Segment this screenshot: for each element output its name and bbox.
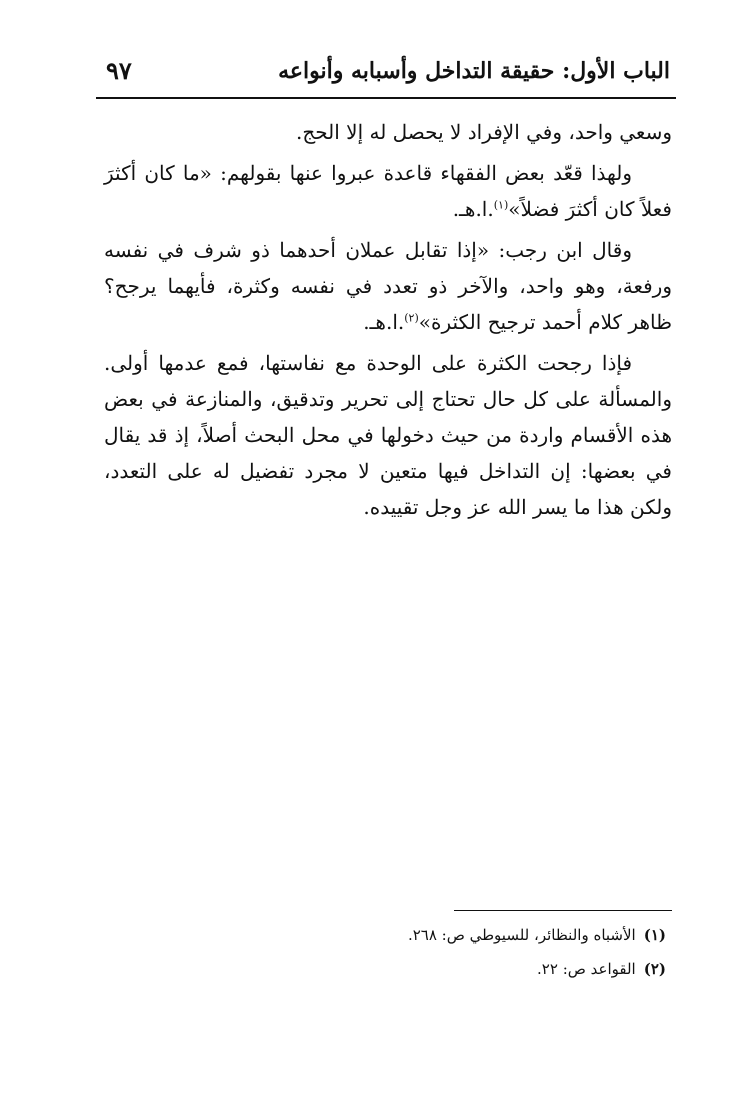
footnote-divider (454, 910, 672, 911)
header-divider (96, 97, 676, 99)
chapter-title: الباب الأول: حقيقة التداخل وأسبابه وأنواعه (278, 58, 670, 84)
paragraph-3 (104, 232, 672, 340)
footnote-number: (٢) (643, 960, 666, 978)
page-number: ٩٧ (106, 56, 132, 85)
footnote-ref-1: (١) (493, 198, 509, 212)
footnotes (104, 918, 666, 986)
footnote-ref-2: (٢) (404, 311, 419, 325)
footnote-2 (104, 952, 666, 986)
paragraph-2-text: ولهذا قعّد بعض الفقهاء قاعدة عبروا عنها بقولهم: «ما كان أكثرَ فعلاً كان أكثرَ فضلاً» (104, 161, 672, 221)
main-text (104, 114, 672, 530)
paragraph-3-end: .ا.هـ. (363, 310, 405, 334)
footnote-text: الأشباه والنظائر، للسيوطي ص: ٢٦٨. (407, 926, 636, 944)
paragraph-2-end: .ا.هـ. (452, 197, 494, 221)
paragraph-4: فإذا رجحت الكثرة على الوحدة مع نفاستها، فمع عدمها أولى. والمسألة على كل حال تحتاج إلى تحرير وتدقيق، والمنازعة في بعض هذه الأقسام واردة من حيث دخولها في محل البحث أصلاً، إذ قد يقال في بعضها: إن التداخل فيها متعين لا مجرد تفضيل له على التعدد، ولكن هذا ما يسر الله عز وجل تقييده. (104, 351, 672, 519)
paragraph-2 (104, 155, 672, 227)
footnote-text: القواعد ص: ٢٢. (537, 960, 636, 978)
paragraph-1: وسعي واحد، وفي الإفراد لا يحصل له إلا الحج. (295, 120, 672, 144)
paragraph-3-text: وقال ابن رجب: «إذا تقابل عملان أحدهما ذو شرف في نفسه ورفعة، وهو واحد، والآخر ذو تعدد في نفسه وكثرة، فأيهما يرجح؟ ظاهر كلام أحمد ترجيح الكثرة» (104, 238, 672, 334)
footnote-number: (١) (643, 926, 666, 944)
running-header (96, 52, 676, 96)
footnote-1 (104, 918, 666, 952)
